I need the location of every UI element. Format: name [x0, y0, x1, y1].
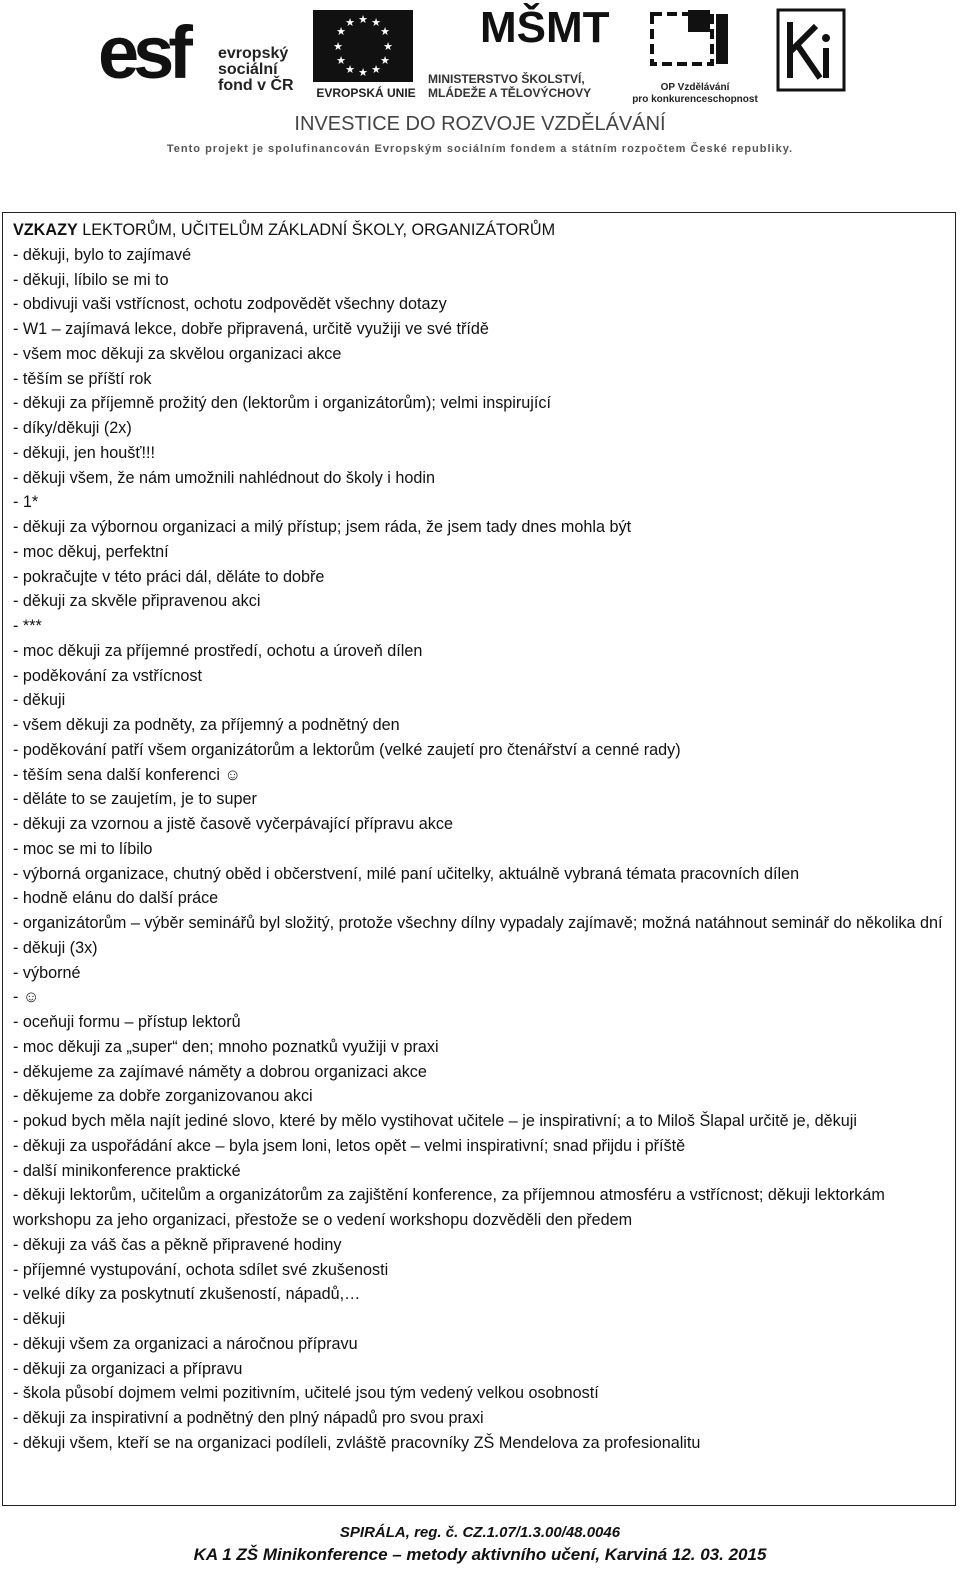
list-item: - organizátorům – výběr seminářů byl složitý, protože všechny dílny vypadaly zajímavě; možná natáhnout seminář do několika dní [13, 914, 943, 932]
esf-line-2: sociální [218, 61, 278, 78]
svg-text:★: ★ [383, 40, 393, 53]
op-logo [630, 8, 760, 104]
list-item: - velké díky za poskytnutí zkušeností, nápadů,… [13, 1285, 361, 1304]
list-item: - děkujeme za zajímavé náměty a dobrou organizaci akce [13, 1062, 427, 1081]
list-item: - hodně elánu do další práce [13, 889, 219, 908]
svg-text:★: ★ [380, 25, 390, 38]
list-item: - moc děkuji za příjemné prostředí, ochotu a úroveň dílen [13, 641, 423, 660]
svg-text:★: ★ [333, 40, 343, 53]
svg-text:★: ★ [371, 63, 381, 76]
eu-caption: EVROPSKÁ UNIE [316, 86, 416, 100]
heading-rest: LEKTORŮM, UČITELŮM ZÁKLADNÍ ŠKOLY, ORGANIZÁTORŮM [77, 221, 556, 239]
list-item: - děkuji všem, kteří se na organizaci podíleli, zvláště pracovníky ZŠ Mendelova za profesionalitu [13, 1433, 701, 1452]
op-line-1: OP Vzdělávání [660, 82, 730, 93]
list-item: - moc se mi to líbilo [13, 839, 153, 858]
list-item: - pokud bych měla najít jediné slovo, které by mělo vystihovat učitele – je inspirativní; a to Miloš Šlapal určitě je, děkuji [13, 1112, 857, 1130]
list-item: - poděkování za vstřícnost [13, 666, 202, 685]
list-item: - děkuji všem za organizaci a náročnou přípravu [13, 1334, 358, 1353]
list-item: - pokračujte v této práci dál, děláte to dobře [13, 567, 325, 586]
list-item: - výborné [13, 963, 81, 982]
page-footer [0, 1522, 960, 1566]
message-list [13, 243, 945, 1456]
list-item: - děkuji za inspirativní a podnětný den plný nápadů pro svou praxi [13, 1409, 484, 1427]
esf-logo [98, 11, 298, 98]
list-item: - děkuji za uspořádání akce – byla jsem loni, letos opět – velmi inspirativní; snad přijdu i příště [13, 1136, 686, 1155]
svg-text:★: ★ [336, 25, 346, 38]
svg-text:★: ★ [336, 54, 346, 67]
kic-emblem-icon [776, 8, 846, 92]
list-item: - díky/děkuji (2x) [13, 419, 132, 437]
messages-box [2, 212, 956, 1506]
list-item: - děkuji [13, 1310, 66, 1328]
list-item: - W1 – zajímavá lekce, dobře připravená, určitě využiji ve své třídě [13, 320, 489, 338]
list-item: - další minikonference praktické [13, 1161, 241, 1180]
footer-event: KA 1 ZŠ Minikonference – metody aktivního učení, Karviná 12. 03. 2015 [193, 1545, 767, 1564]
list-item: - děláte to se zaujetím, je to super [13, 790, 257, 809]
list-item: - těším sena další konferenci ☺ [13, 765, 241, 784]
list-item: - děkuji lektorům, učitelům a organizátorům za zajištění konference, za příjemnou atmosféru a vstřícnost; děkuji lektorkám workshopu za jeho organizaci, přestože se o vedení workshopu dozvěděli den předem [13, 1186, 890, 1229]
msmt-mark: MŠMT [480, 3, 610, 52]
list-item: - všem moc děkuji za skvělou organizaci akce [13, 344, 342, 363]
list-item: - oceňuji formu – přístup lektorů [13, 1013, 241, 1031]
list-item: - děkuji za organizaci a přípravu [13, 1359, 243, 1378]
esf-mark: esf [98, 11, 187, 94]
list-item: - *** [13, 617, 42, 635]
list-item: - děkuji (3x) [13, 938, 98, 957]
list-item: - děkuji všem, že nám umožnili nahlédnout do školy i hodin [13, 468, 435, 487]
svg-text:★: ★ [345, 16, 355, 29]
list-item: - děkuji za vzornou a jistě časově vyčerpávající přípravu akce [13, 815, 453, 833]
list-item: - děkuji za příjemně prožitý den (lektorům i organizátorům); velmi inspirující [13, 394, 551, 413]
list-item: - ☺ [13, 988, 40, 1007]
list-item: - děkuji za váš čas a pěkně připravené hodiny [13, 1235, 342, 1254]
list-item: - moc děkuj, perfektní [13, 542, 169, 561]
kic-logo [776, 8, 846, 92]
svg-text:★: ★ [345, 63, 355, 76]
msmt-line-1: MINISTERSTVO ŠKOLSTVÍ, [428, 72, 585, 86]
msmt-line-2: MLÁDEŽE A TĚLOVÝCHOVY [428, 86, 592, 100]
banner-title: INVESTICE DO ROZVOJE VZDĚLÁVÁNÍ [294, 113, 666, 135]
list-item: - příjemné vystupování, ochota sdílet své zkušenosti [13, 1260, 389, 1279]
eu-flag-icon [313, 10, 413, 82]
footer-project: SPIRÁLA, reg. č. CZ.1.07/1.3.00/48.0046 [339, 1524, 621, 1541]
op-emblem-icon [648, 10, 734, 68]
list-item: - děkuji za skvěle připravenou akci [13, 592, 261, 611]
heading-bold: VZKAZY [13, 221, 78, 239]
esf-line-1: evropský [218, 45, 289, 62]
list-item: - děkuji, líbilo se mi to [13, 270, 169, 289]
svg-text:★: ★ [358, 66, 368, 79]
list-item: - děkujeme za dobře zorganizovanou akci [13, 1087, 313, 1106]
list-item: - děkuji, jen houšť!!! [13, 443, 155, 462]
op-line-2: pro konkurenceschopnost [632, 94, 758, 105]
list-item: - děkuji [13, 691, 66, 710]
banner-subline: Tento projekt je spolufinancován Evropským sociálním fondem a státním rozpočtem České republiky. [166, 143, 794, 155]
svg-text:★: ★ [380, 54, 390, 67]
list-item: - 1* [13, 493, 39, 512]
svg-text:★: ★ [358, 13, 368, 26]
logo-header [0, 0, 960, 170]
list-item: - moc děkuji za „super“ den; mnoho poznatků využiji v praxi [13, 1037, 439, 1056]
list-item: - všem děkuji za podněty, za příjemný a podnětný den [13, 716, 400, 734]
document-heading [13, 218, 945, 243]
msmt-logo [428, 3, 628, 102]
list-item: - výborná organizace, chutný oběd i občerstvení, milé paní učitelky, aktuálně vybraná témata pracovních dílen [13, 864, 800, 883]
esf-line-3: fond v ČR [218, 77, 294, 94]
eu-logo [305, 10, 423, 102]
svg-text:★: ★ [371, 16, 381, 29]
list-item: - děkuji za výbornou organizaci a milý přístup; jsem ráda, že jsem tady dnes mohla být [13, 518, 632, 536]
list-item: - škola působí dojmem velmi pozitivním, učitelé jsou tým vedený velkou osobností [13, 1384, 599, 1403]
list-item: - poděkování patří všem organizátorům a lektorům (velké zaujetí pro čtenářství a cenné rady) [13, 740, 681, 759]
list-item: - těším se příští rok [13, 369, 152, 388]
list-item: - děkuji, bylo to zajímavé [13, 245, 192, 264]
list-item: - obdivuji vaši vstřícnost, ochotu zodpovědět všechny dotazy [13, 295, 447, 314]
